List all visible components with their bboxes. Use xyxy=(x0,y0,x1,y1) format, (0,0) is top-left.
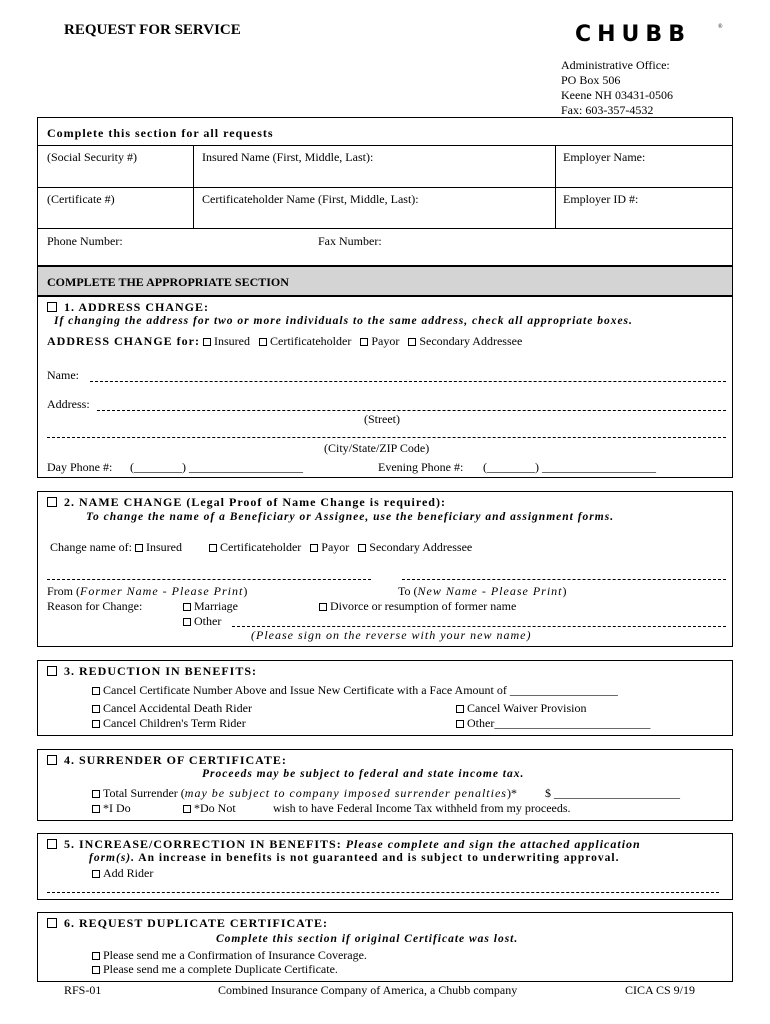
s1-address-label: Address: xyxy=(47,397,90,411)
certholder-name-label: Certificateholder Name (First, Middle, Last): xyxy=(202,192,419,206)
s2-reason-label: Reason for Change: xyxy=(47,599,143,613)
appropriate-section-heading: COMPLETE THE APPROPRIATE SECTION xyxy=(47,275,289,289)
s5-rider-input[interactable] xyxy=(50,877,715,891)
certholder-name-input[interactable] xyxy=(202,210,547,224)
s2-note: To change the name of a Beneficiary or Assignee, use the beneficiary and assignment forms. xyxy=(86,511,615,523)
s1-evening-phone-label: Evening Phone #: xyxy=(378,460,464,474)
s1-title-text: 1. ADDRESS CHANGE: xyxy=(64,300,210,314)
s2-divorce-option: Divorce or resumption of former name xyxy=(319,599,516,614)
s2-former-input[interactable] xyxy=(50,564,368,578)
s3-accidental-option: Cancel Accidental Death Rider xyxy=(92,701,252,716)
divider xyxy=(37,145,733,146)
s2-sign-note: (Please sign on the reverse with your new name) xyxy=(251,628,532,642)
s1-opt-payor-checkbox[interactable] xyxy=(360,338,368,346)
footer-form-number: RFS-01 xyxy=(64,983,102,997)
s3-waiver-checkbox[interactable] xyxy=(456,705,464,713)
s2-opt-insured: Insured xyxy=(145,540,182,554)
certificate-label: (Certificate #) xyxy=(47,192,115,206)
s1-street-input[interactable] xyxy=(100,395,720,409)
s2-other-option: Other xyxy=(183,614,221,629)
s2-to-caption: To (New Name - Please Print) xyxy=(398,584,567,598)
s2-other-line xyxy=(232,626,726,627)
s2-options xyxy=(50,540,472,555)
s3-waiver-option: Cancel Waiver Provision xyxy=(456,701,586,716)
insured-name-label: Insured Name (First, Middle, Last): xyxy=(202,150,374,164)
s3-accidental-checkbox[interactable] xyxy=(92,705,100,713)
office-line-1: Administrative Office: xyxy=(561,58,670,72)
s3-other-checkbox[interactable] xyxy=(456,720,464,728)
s6-note: Complete this section if original Certificate was lost. xyxy=(216,933,519,945)
s3-checkbox[interactable] xyxy=(47,666,57,676)
employer-name-input[interactable] xyxy=(563,168,723,182)
s3-other-option: Other__________________________ xyxy=(456,716,650,731)
insured-name-input[interactable] xyxy=(202,168,547,182)
s1-checkbox[interactable] xyxy=(47,302,57,312)
s6-opt2-checkbox[interactable] xyxy=(92,966,100,974)
s1-opt-certholder-checkbox[interactable] xyxy=(259,338,267,346)
s4-donot-checkbox[interactable] xyxy=(183,805,191,813)
s1-day-phone-label: Day Phone #: xyxy=(47,460,113,474)
s4-title xyxy=(47,753,287,768)
divider xyxy=(193,145,194,228)
s1-name-label: Name: xyxy=(47,368,79,382)
s2-title-text: 2. NAME CHANGE (Legal Proof of Name Change is required): xyxy=(64,495,446,509)
s4-total-option: Total Surrender (may be subject to company imposed surrender penalties)* xyxy=(92,786,517,801)
s4-checkbox[interactable] xyxy=(47,755,57,765)
s4-note: Proceeds may be subject to federal and state income tax. xyxy=(202,768,525,780)
footer-company: Combined Insurance Company of America, a Chubb company xyxy=(218,983,518,997)
s1-street-line xyxy=(97,410,726,411)
s5-title xyxy=(47,837,641,852)
ssn-input[interactable] xyxy=(47,168,187,182)
ssn-label: (Social Security #) xyxy=(47,150,137,164)
s2-change-label: Change name of: xyxy=(50,540,132,554)
s2-title xyxy=(47,495,446,510)
s3-title-text: 3. REDUCTION IN BENEFITS: xyxy=(64,664,258,678)
s1-day-phone-blank[interactable]: (________) ___________________ xyxy=(130,460,303,474)
s1-opt-secondary-checkbox[interactable] xyxy=(408,338,416,346)
s2-new-input[interactable] xyxy=(405,564,723,578)
s2-other-checkbox[interactable] xyxy=(183,618,191,626)
s3-cancel-cert-option: Cancel Certificate Number Above and Issue New Certificate with a Face Amount of __________________ xyxy=(92,683,618,698)
s4-total-checkbox[interactable] xyxy=(92,790,100,798)
fax-input[interactable] xyxy=(395,234,595,248)
s4-ido-option: *I Do xyxy=(92,801,131,816)
s2-marriage-option: Marriage xyxy=(183,599,238,614)
s1-options xyxy=(47,334,522,349)
s6-opt1-checkbox[interactable] xyxy=(92,952,100,960)
s2-marriage-checkbox[interactable] xyxy=(183,603,191,611)
divider xyxy=(37,228,733,229)
s1-name-line xyxy=(90,381,726,382)
s1-city-line xyxy=(47,437,726,438)
s6-checkbox[interactable] xyxy=(47,918,57,928)
certificate-input[interactable] xyxy=(47,210,187,224)
chubb-logo: CHUBB xyxy=(575,22,691,47)
s1-opt-secondary: Secondary Addressee xyxy=(419,334,523,348)
s1-street-caption: (Street) xyxy=(364,412,400,426)
s5-rider-line xyxy=(47,892,719,893)
s2-opt-secondary: Secondary Addressee xyxy=(369,540,473,554)
s2-divorce-checkbox[interactable] xyxy=(319,603,327,611)
s4-amount[interactable]: $ _____________________ xyxy=(545,786,680,800)
s5-rider-option: Add Rider xyxy=(92,866,153,881)
s5-line2: form(s). An increase in benefits is not guaranteed and is subject to underwriting approval. xyxy=(89,852,620,864)
s2-new-line xyxy=(402,579,726,580)
s4-withhold-text: wish to have Federal Income Tax withheld from my proceeds. xyxy=(273,801,571,815)
s1-opt-insured-checkbox[interactable] xyxy=(203,338,211,346)
section-heading: Complete this section for all requests xyxy=(47,126,274,140)
s1-opt-certholder: Certificateholder xyxy=(270,334,352,348)
office-line-3: Keene NH 03431-0506 xyxy=(561,88,673,102)
s1-note: If changing the address for two or more individuals to the same address, check all appropriate boxes. xyxy=(54,315,633,327)
s6-title-text: 6. REQUEST DUPLICATE CERTIFICATE: xyxy=(64,916,328,930)
s4-ido-checkbox[interactable] xyxy=(92,805,100,813)
divider xyxy=(555,145,556,228)
form-title: REQUEST FOR SERVICE xyxy=(64,22,241,38)
s4-donot-option: *Do Not xyxy=(183,801,236,816)
s1-opt-insured: Insured xyxy=(214,334,251,348)
s1-city-caption: (City/State/ZIP Code) xyxy=(324,441,430,455)
phone-label: Phone Number: xyxy=(47,234,123,248)
s2-opt-payor: Payor xyxy=(321,540,350,554)
s1-title xyxy=(47,300,209,315)
s2-checkbox[interactable] xyxy=(47,497,57,507)
divider xyxy=(37,187,733,188)
s2-opt-secondary-checkbox[interactable] xyxy=(358,544,366,552)
s2-former-line xyxy=(47,579,371,580)
s1-opt-payor: Payor xyxy=(371,334,400,348)
s2-other-input[interactable] xyxy=(235,611,723,625)
s2-opt-payor-checkbox[interactable] xyxy=(310,544,318,552)
s2-opt-certholder: Certificateholder xyxy=(219,540,302,554)
s3-cancel-cert-checkbox[interactable] xyxy=(92,687,100,695)
s4-title-text: 4. SURRENDER OF CERTIFICATE: xyxy=(64,753,287,767)
s2-from-caption: From (Former Name - Please Print) xyxy=(47,584,248,598)
s6-opt1: Please send me a Confirmation of Insurance Coverage. xyxy=(92,948,367,963)
office-line-2: PO Box 506 xyxy=(561,73,621,87)
s3-children-checkbox[interactable] xyxy=(92,720,100,728)
footer-version: CICA CS 9/19 xyxy=(625,983,696,997)
s5-checkbox[interactable] xyxy=(47,839,57,849)
s3-title xyxy=(47,664,257,679)
phone-input[interactable] xyxy=(140,234,310,248)
s2-opt-insured-checkbox[interactable] xyxy=(135,544,143,552)
s5-note: Please complete and sign the attached application xyxy=(345,837,641,851)
s5-title-text: 5. INCREASE/CORRECTION IN BENEFITS: xyxy=(64,837,342,851)
s1-evening-phone-blank[interactable]: (________) ___________________ xyxy=(483,460,656,474)
employer-id-label: Employer ID #: xyxy=(563,192,639,206)
s1-for-label: ADDRESS CHANGE for: xyxy=(47,334,201,348)
s3-children-option: Cancel Children's Term Rider xyxy=(92,716,246,731)
logo-mark: ® xyxy=(718,24,723,30)
employer-name-label: Employer Name: xyxy=(563,150,646,164)
s6-opt2: Please send me a complete Duplicate Certificate. xyxy=(92,962,338,977)
s1-city-input[interactable] xyxy=(50,422,720,436)
office-line-4: Fax: 603-357-4532 xyxy=(561,103,654,117)
office-address xyxy=(561,58,673,118)
fax-label: Fax Number: xyxy=(318,234,382,248)
s2-opt-certholder-checkbox[interactable] xyxy=(209,544,217,552)
s1-name-input[interactable] xyxy=(92,366,722,380)
employer-id-input[interactable] xyxy=(563,210,723,224)
s6-title xyxy=(47,916,328,931)
